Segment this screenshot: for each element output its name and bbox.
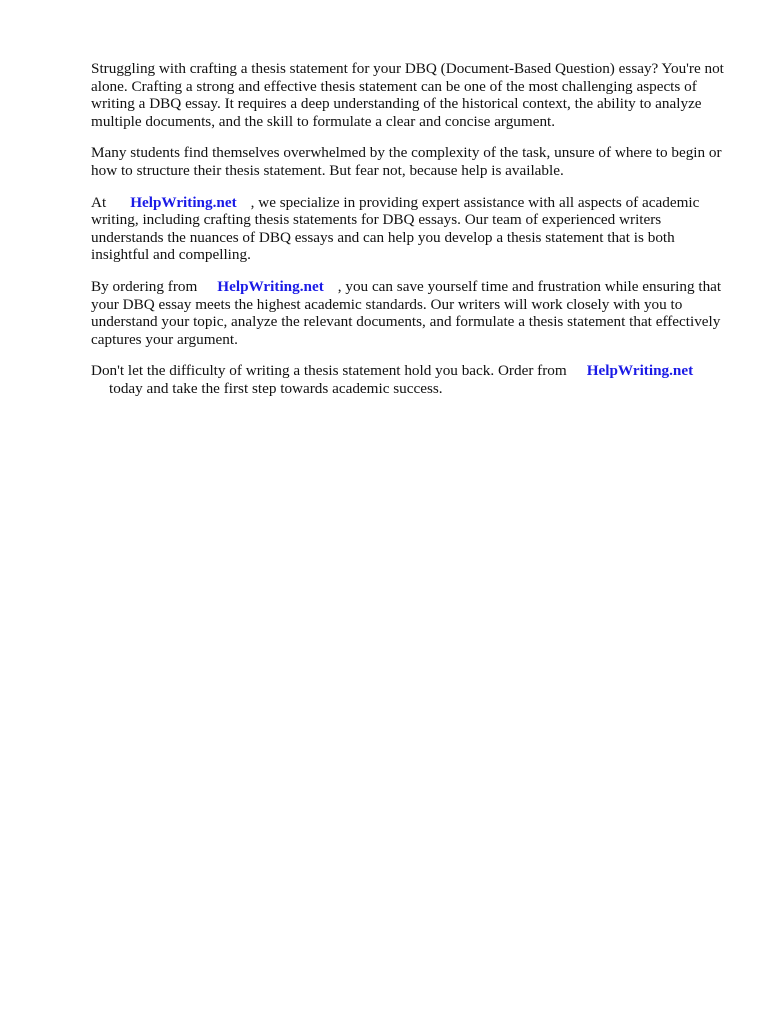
paragraph-ordering-text: , you can save yourself time and frustration while ensuring that your DBQ essay meets the highest academic standards. Our writers will work closely with you to understand your topic, analyze the relevant documents, and formulate a thesis statement that effectively captures your argument.: [91, 277, 722, 348]
helpwriting-link[interactable]: HelpWriting.net: [586, 362, 694, 380]
paragraph-service-text: , we specialize in providing expert assistance with all aspects of academic writing, including crafting thesis statements for DBQ essays. Our team of experienced writers understands the nuances of DBQ essays and can help you develop a thesis statement that is both insightful and compelling.: [91, 193, 700, 264]
paragraph-overwhelmed: [91, 144, 731, 179]
paragraph-closing-text: today and take the first step towards academic success.: [109, 379, 443, 397]
paragraph-intro-text: Struggling with crafting a thesis statement for your DBQ (Document-Based Question) essay? You're not alone. Crafting a strong and effective thesis statement can be one of the most challenging aspects of writing a DBQ essay. It requires a deep understanding of the historical context, the ability to analyze multiple documents, and the skill to formulate a clear and concise argument.: [91, 60, 724, 130]
paragraph-ordering: [91, 278, 731, 348]
paragraph-overwhelmed-text: Many students find themselves overwhelmed by the complexity of the task, unsure of where to begin or how to structure their thesis statement. But fear not, because help is available.: [91, 144, 722, 179]
paragraph-closing-lead: Don't let the difficulty of writing a thesis statement hold you back. Order from: [91, 362, 567, 380]
document-page: [91, 60, 731, 412]
paragraph-ordering-lead: By ordering from: [91, 277, 198, 295]
helpwriting-link[interactable]: HelpWriting.net: [217, 277, 324, 295]
paragraph-closing: [91, 362, 731, 397]
helpwriting-link[interactable]: HelpWriting.net: [130, 193, 237, 211]
paragraph-service: [91, 194, 731, 264]
paragraph-intro: [91, 60, 731, 130]
paragraph-service-lead: At: [91, 193, 107, 211]
